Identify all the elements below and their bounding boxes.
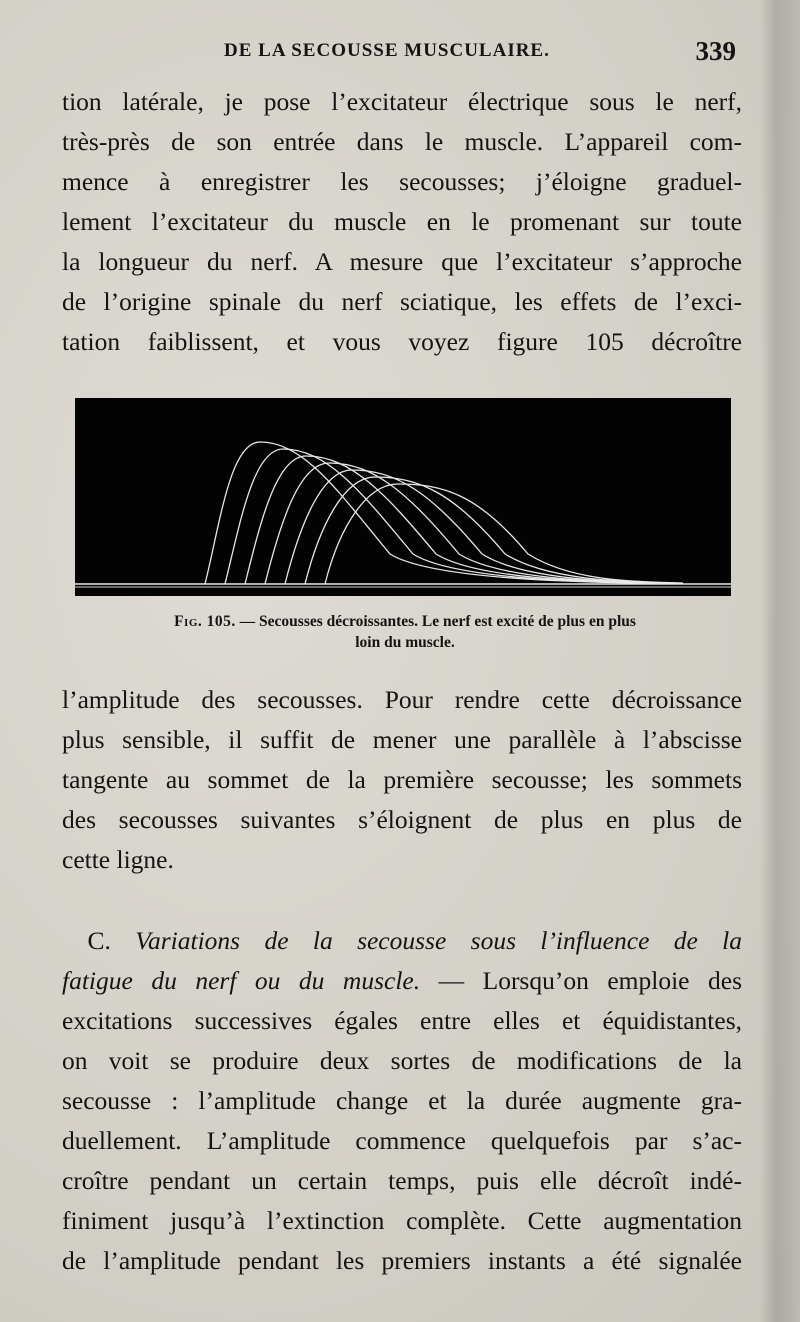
running-title: DE LA SECOUSSE MUSCULAIRE.: [224, 40, 550, 61]
figure-105-myograph: [75, 398, 731, 596]
text-line: finiment jusqu’à l’extinction complète. Cette augmentation: [62, 1206, 742, 1235]
text-line: excitations successives égales entre elles et équidistantes,: [62, 1006, 742, 1035]
text-line: plus sensible, il suffit de mener une parallèle à l’abscisse: [62, 725, 742, 754]
twitch-trace: [225, 449, 643, 584]
caption-text: — Secousses décroissantes. Le nerf est excité de plus en plus: [235, 613, 636, 630]
caption-line-2: loin du muscle.: [355, 634, 455, 651]
text-line: cette ligne.: [62, 845, 174, 874]
section-marker: C.: [87, 926, 111, 955]
text-line: l’amplitude des secousses. Pour rendre cette décroissance: [62, 685, 742, 714]
text-line: tangente au sommet de la première secousse; les sommets: [62, 765, 742, 794]
figure-caption: [90, 611, 720, 653]
page-edge-shadow: [760, 0, 800, 1322]
twitch-trace: [205, 442, 635, 584]
text-line: tation faiblissent, et vous voyez figure 105 décroître: [62, 327, 742, 356]
text-line: des secousses suivantes s’éloignent de plus en plus de: [62, 805, 742, 834]
section-title-continued: fatigue du nerf ou du muscle.: [62, 966, 421, 995]
section-c: [62, 921, 742, 1281]
text-line: très-près de son entrée dans le muscle. L’appareil com-: [62, 127, 742, 156]
text-line: tion latérale, je pose l’excitateur électrique sous le nerf,: [62, 87, 742, 116]
text-line: lement l’excitateur du muscle en le promenant sur toute: [62, 207, 742, 236]
section-heading-line: [62, 961, 742, 1001]
text-line: secousse : l’amplitude change et la durée augmente gra-: [62, 1086, 742, 1115]
text-line: croître pendant un certain temps, puis elle décroît indé-: [62, 1166, 742, 1195]
twitch-trace: [325, 484, 683, 584]
paragraph-decroissance: [62, 680, 742, 880]
text-line: la longueur du nerf. A mesure que l’excitateur s’approche: [62, 247, 742, 276]
caption-line-1: [90, 611, 720, 632]
text-line: de l’origine spinale du nerf sciatique, les effets de l’exci-: [62, 287, 742, 316]
section-text: — Lorsqu’on emploie des: [420, 966, 742, 995]
text-line: mence à enregistrer les secousses; j’éloigne graduel-: [62, 167, 742, 196]
text-line: duellement. L’amplitude commence quelquefois par s’ac-: [62, 1126, 742, 1155]
section-title: Variations de la secousse sous l’influence de la: [135, 926, 743, 955]
page-header: [64, 36, 736, 70]
paragraph-continuation: [62, 82, 742, 362]
section-heading-line: [62, 921, 742, 961]
text-line: on voit se produire deux sortes de modifications de la: [62, 1046, 742, 1075]
page-number: 339: [695, 36, 736, 66]
twitch-trace: [285, 470, 667, 584]
text-line: de l’amplitude pendant les premiers instants a été signalée: [62, 1246, 742, 1275]
figure-label: Fig. 105.: [174, 613, 236, 630]
twitch-trace: [265, 463, 659, 584]
myograph-traces: [75, 398, 731, 596]
